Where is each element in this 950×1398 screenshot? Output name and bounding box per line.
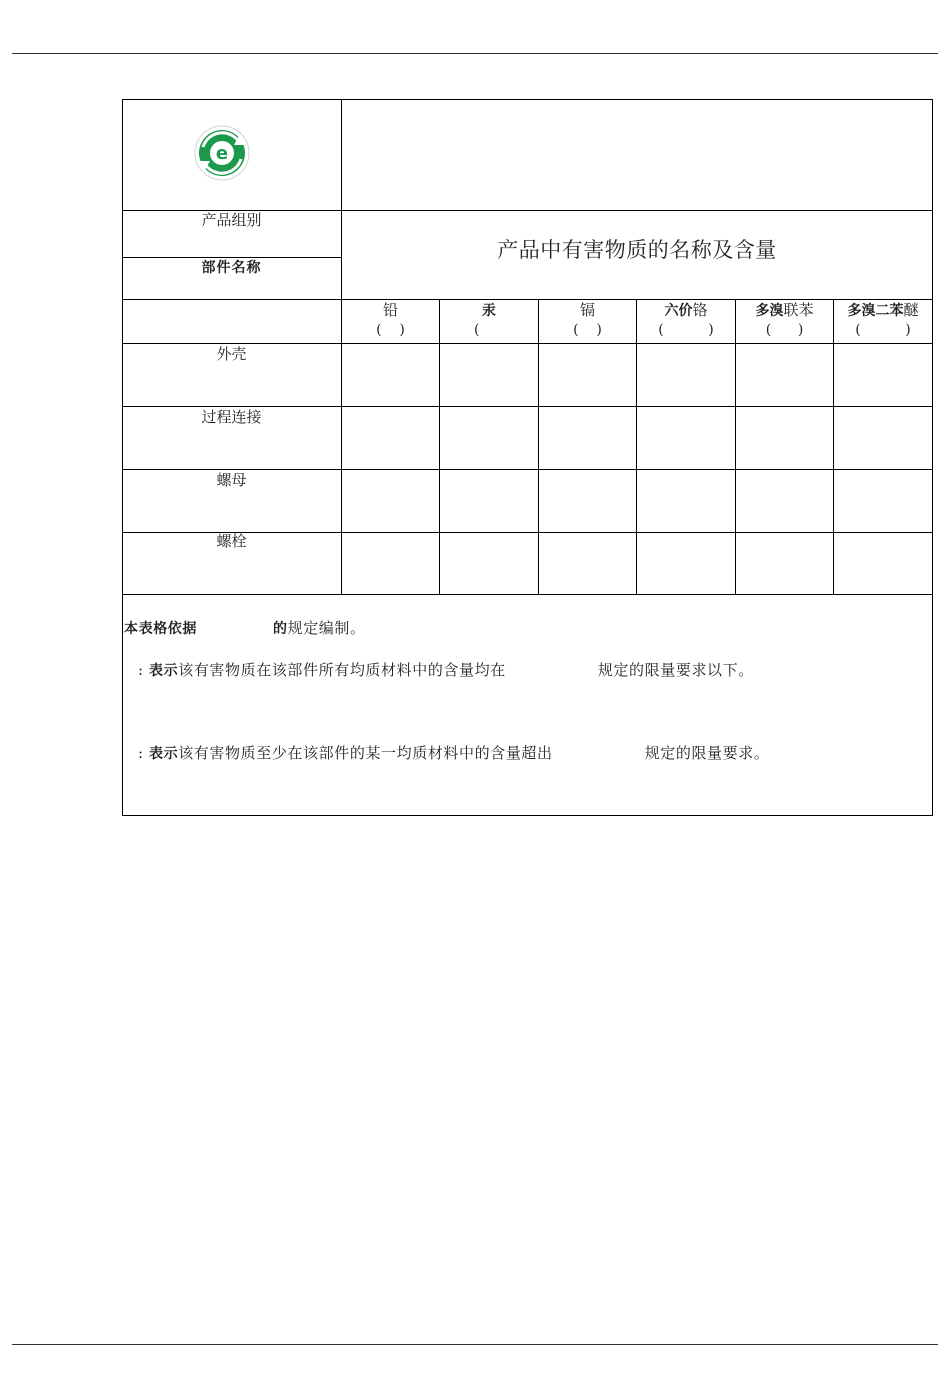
svg-text:e: e bbox=[215, 143, 229, 164]
compliance-note-below-limit: : 表示该有害物质在该部件所有均质材料中的含量均在 规定的限量要求以下。 bbox=[138, 661, 754, 679]
part-row-name: 螺栓 bbox=[216, 532, 247, 550]
substance-limit-paren-1: ( bbox=[474, 322, 480, 338]
part-row-name: 螺母 bbox=[216, 471, 247, 489]
part-name-label: 部件名称 bbox=[201, 260, 262, 276]
part-row-name: 外壳 bbox=[216, 345, 247, 363]
rohs-e-icon bbox=[194, 125, 250, 181]
substance-header-0: 铅 bbox=[382, 301, 398, 319]
substance-limit-paren-3: ( ) bbox=[658, 322, 714, 338]
substance-limit-paren-2: ( ) bbox=[573, 322, 602, 338]
header-rule bbox=[12, 53, 938, 54]
substance-header-5: 多溴二苯醚 bbox=[847, 301, 919, 319]
compliance-note-exceeds-limit: : 表示该有害物质至少在该部件的某一均质材料中的含量超出 规定的限量要求。 bbox=[138, 744, 770, 762]
part-row-name: 过程连接 bbox=[201, 408, 262, 426]
substance-header-2: 镉 bbox=[579, 301, 595, 319]
substance-header-3: 六价铬 bbox=[664, 301, 708, 319]
substance-limit-paren-5: ( ) bbox=[855, 322, 911, 338]
table-title: 产品中有害物质的名称及含量 bbox=[497, 238, 777, 262]
substance-header-1: 汞 bbox=[482, 303, 496, 319]
substance-limit-paren-4: ( ) bbox=[765, 322, 804, 338]
product-group-label: 产品组别 bbox=[201, 211, 262, 229]
substance-header-4: 多溴联苯 bbox=[755, 301, 814, 319]
rohs-logo bbox=[194, 125, 250, 181]
substance-limit-paren-0: ( ) bbox=[376, 322, 405, 338]
footer-rule bbox=[12, 1344, 938, 1345]
hazardous-substance-table bbox=[122, 99, 933, 816]
basis-note: 本表格依据 的规定编制。 bbox=[124, 619, 366, 637]
